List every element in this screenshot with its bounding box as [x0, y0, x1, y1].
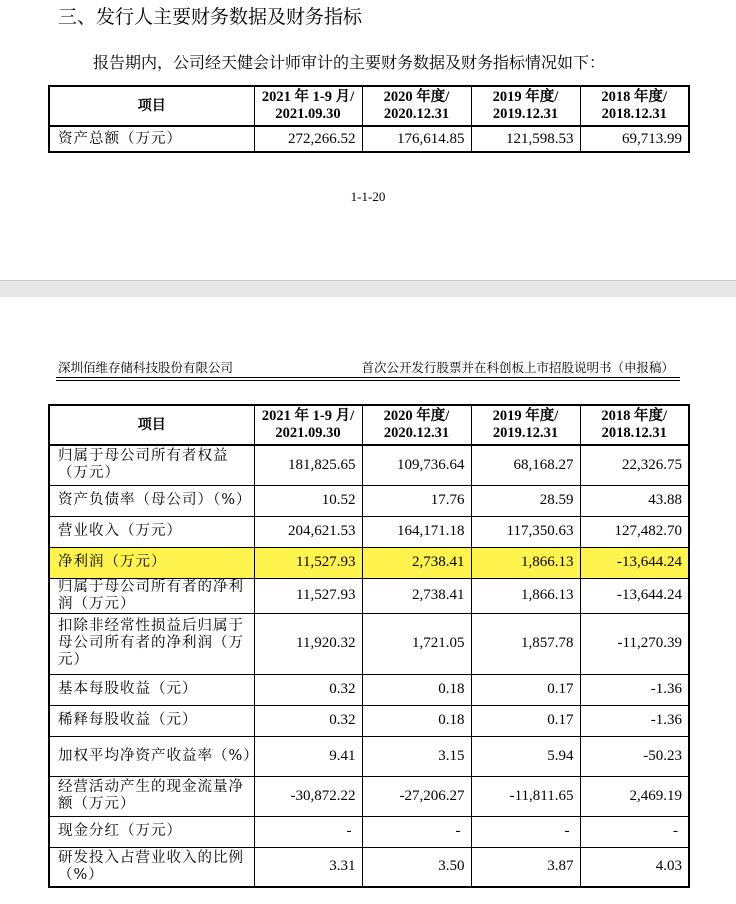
- row-value: 164,171.18: [362, 516, 471, 547]
- row-value: -: [362, 816, 471, 847]
- row-value: 11,527.93: [254, 578, 362, 613]
- row-value: 0.32: [254, 674, 362, 705]
- row-label: 现金分红（万元）: [49, 816, 254, 847]
- row-value: 10.52: [254, 485, 362, 516]
- row-value: 204,621.53: [254, 516, 362, 547]
- header-period-2019: 2019 年度/ 2019.12.31: [471, 405, 580, 445]
- header-rule-thin: [56, 380, 680, 381]
- row-value: 3.31: [254, 847, 362, 887]
- row-value: 68,168.27: [471, 445, 580, 485]
- row-value: 2,469.19: [580, 776, 689, 816]
- header-period-2020: 2020 年度/ 2020.12.31: [362, 405, 471, 445]
- row-value: 109,736.64: [362, 445, 471, 485]
- row-label: 归属于母公司所有者的净利润（万元）: [49, 578, 254, 613]
- row-value: -1.36: [580, 705, 689, 736]
- header-period-2021: 2021 年 1-9 月/ 2021.09.30: [254, 86, 362, 126]
- table-row: [49, 578, 689, 613]
- row-value: 1,857.78: [471, 613, 580, 674]
- row-value: -11,270.39: [580, 613, 689, 674]
- header-period-2021: 2021 年 1-9 月/ 2021.09.30: [254, 405, 362, 445]
- table-row: [49, 705, 689, 736]
- table-row: [49, 847, 689, 887]
- row-label: 基本每股收益（元）: [49, 674, 254, 705]
- row-value: 127,482.70: [580, 516, 689, 547]
- row-label: 归属于母公司所有者权益（万元）: [49, 445, 254, 485]
- page-number: 1-1-20: [350, 189, 386, 204]
- table-row: [49, 516, 689, 547]
- header-period-2018: 2018 年度/ 2018.12.31: [580, 86, 689, 126]
- row-value: 2,738.41: [362, 547, 471, 578]
- row-label: 资产总额（万元）: [49, 126, 254, 152]
- row-value: 5.94: [471, 736, 580, 776]
- row-value: -30,872.22: [254, 776, 362, 816]
- table-row: [49, 776, 689, 816]
- row-value: 4.03: [580, 847, 689, 887]
- table-row: [49, 547, 689, 578]
- page-separator: [0, 280, 736, 298]
- row-value: -13,644.24: [580, 547, 689, 578]
- row-label: 扣除非经常性损益后归属于母公司所有者的净利润（万元）: [49, 613, 254, 674]
- row-value: 176,614.85: [362, 126, 471, 152]
- financial-table-part1: [48, 85, 690, 153]
- row-value: 43.88: [580, 485, 689, 516]
- header-period-2020: 2020 年度/ 2020.12.31: [362, 86, 471, 126]
- row-value: -: [254, 816, 362, 847]
- row-label: 经营活动产生的现金流量净额（万元）: [49, 776, 254, 816]
- row-value: 0.17: [471, 705, 580, 736]
- table-row: [49, 674, 689, 705]
- financial-table-part2: [48, 404, 690, 888]
- row-label: 研发投入占营业收入的比例（%）: [49, 847, 254, 887]
- table-row: [49, 613, 689, 674]
- row-value: 121,598.53: [471, 126, 580, 152]
- row-value: 1,866.13: [471, 578, 580, 613]
- row-value: 181,825.65: [254, 445, 362, 485]
- header-period-2018: 2018 年度/ 2018.12.31: [580, 405, 689, 445]
- table-row: [49, 445, 689, 485]
- row-value: 1,721.05: [362, 613, 471, 674]
- row-value: -13,644.24: [580, 578, 689, 613]
- section-heading: 三、发行人主要财务数据及财务指标: [58, 6, 363, 28]
- row-value: 2,738.41: [362, 578, 471, 613]
- row-label: 资产负债率（母公司）（%）: [49, 485, 254, 516]
- row-value: 3.50: [362, 847, 471, 887]
- row-value: 17.76: [362, 485, 471, 516]
- row-value: -: [471, 816, 580, 847]
- row-value: 11,527.93: [254, 547, 362, 578]
- row-value: 1,866.13: [471, 547, 580, 578]
- row-value: 0.32: [254, 705, 362, 736]
- row-value: -11,811.65: [471, 776, 580, 816]
- row-value: 0.17: [471, 674, 580, 705]
- row-value: 22,326.75: [580, 445, 689, 485]
- row-value: 3.87: [471, 847, 580, 887]
- table-row: [49, 126, 689, 152]
- table-header-row: [49, 86, 689, 126]
- row-value: 117,350.63: [471, 516, 580, 547]
- row-value: -27,206.27: [362, 776, 471, 816]
- row-label: 营业收入（万元）: [49, 516, 254, 547]
- row-value: 0.18: [362, 674, 471, 705]
- row-label: 加权平均净资产收益率（%）: [49, 736, 254, 776]
- row-value: 0.18: [362, 705, 471, 736]
- header-item: 项目: [49, 86, 254, 126]
- row-value: 272,266.52: [254, 126, 362, 152]
- row-label: 稀释每股收益（元）: [49, 705, 254, 736]
- table-row: [49, 816, 689, 847]
- row-value: 3.15: [362, 736, 471, 776]
- table-row: [49, 485, 689, 516]
- row-value: 69,713.99: [580, 126, 689, 152]
- running-header-company: 深圳佰维存储科技股份有限公司: [58, 360, 234, 375]
- running-header-title: 首次公开发行股票并在科创板上市招股说明书（申报稿）: [361, 360, 674, 375]
- row-value: 28.59: [471, 485, 580, 516]
- document-page-top: [0, 0, 736, 280]
- row-value: -: [580, 816, 689, 847]
- row-value: -1.36: [580, 674, 689, 705]
- header-item: 项目: [49, 405, 254, 445]
- row-value: -50.23: [580, 736, 689, 776]
- header-rule: [56, 377, 680, 378]
- table-header-row: [49, 405, 689, 445]
- intro-paragraph: 报告期内，公司经天健会计师审计的主要财务数据及财务指标情况如下：: [93, 53, 606, 72]
- row-value: 9.41: [254, 736, 362, 776]
- row-value: 11,920.32: [254, 613, 362, 674]
- table-row: [49, 736, 689, 776]
- row-label: 净利润（万元）: [49, 547, 254, 578]
- document-page-bottom: [0, 297, 736, 904]
- header-period-2019: 2019 年度/ 2019.12.31: [471, 86, 580, 126]
